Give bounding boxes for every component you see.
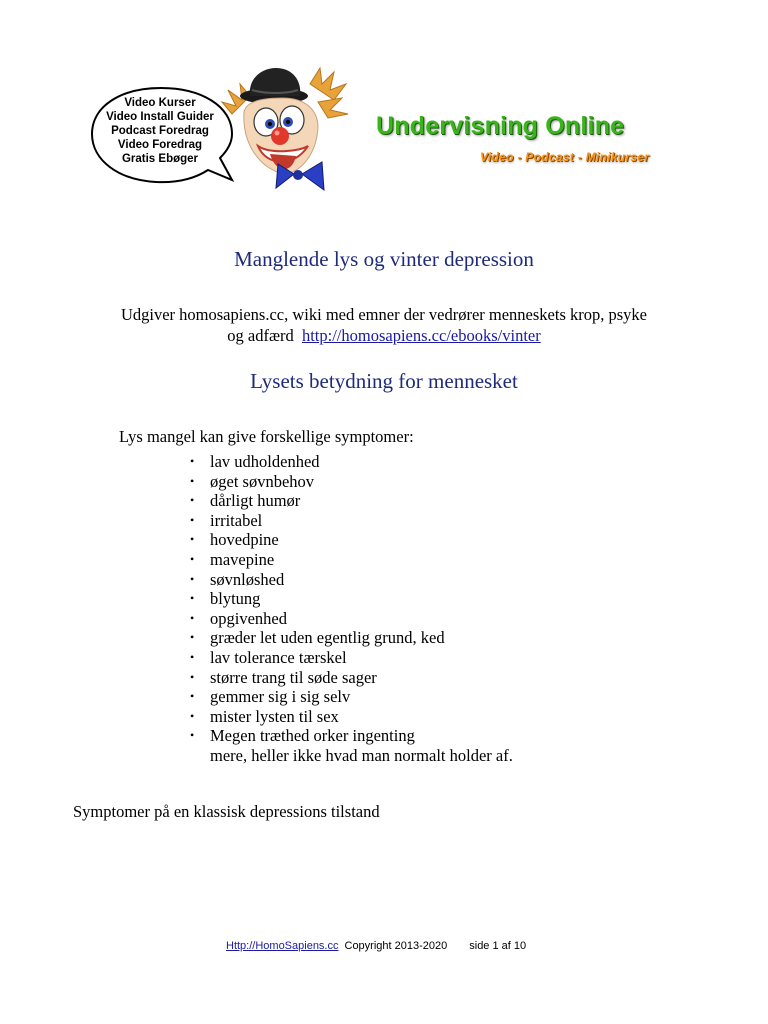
clown-mascot-image — [218, 62, 358, 204]
list-item — [180, 530, 513, 550]
list-item — [180, 452, 513, 472]
symptom-text: græder let uden egentlig grund, ked — [210, 628, 445, 648]
symptom-text: øget søvnbehov — [210, 471, 315, 491]
list-item — [180, 628, 513, 648]
symptom-text: hovedpine — [210, 530, 279, 550]
list-item — [180, 491, 513, 511]
footer-link[interactable]: Http://HomoSapiens.cc — [226, 940, 339, 952]
brand-title: Undervisning Online — [376, 112, 625, 140]
ebook-link[interactable]: http://homosapiens.cc/ebooks/vinter — [301, 326, 541, 345]
list-item — [180, 550, 513, 570]
publisher-prefix: og adfærd — [227, 326, 294, 345]
speech-line: Podcast Foredrag — [111, 125, 209, 137]
bullet-icon: • — [190, 571, 195, 586]
symptom-text: mister lysten til sex — [210, 706, 339, 726]
bullet-icon: • — [190, 493, 195, 508]
speech-line: Video Install Guider — [106, 111, 214, 123]
list-item — [180, 668, 513, 688]
speech-line: Gratis Ebøger — [121, 153, 199, 165]
bullet-icon: • — [190, 532, 195, 547]
publisher-line: Udgiver homosapiens.cc, wiki med emner der vedrører menneskets krop, psyke — [120, 305, 647, 324]
page-footer — [226, 940, 526, 952]
symptom-continuation-text: mere, heller ikke hvad man normalt holder af. — [210, 745, 513, 765]
bullet-icon: • — [190, 512, 195, 527]
bullet-icon: • — [190, 689, 195, 704]
section-heading: Lysets betydning for mennesket — [250, 369, 518, 393]
speech-bubble-text — [94, 96, 226, 166]
symptom-text: lav udholdenhed — [210, 452, 320, 471]
symptom-text: opgivenhed — [210, 608, 287, 628]
bullet-icon: • — [190, 454, 195, 468]
bullet-icon: • — [190, 649, 195, 664]
bullet-icon: • — [190, 708, 195, 723]
intro-text: Lys mangel kan give forskellige symptomer: — [119, 427, 414, 446]
symptom-text: lav tolerance tærskel — [210, 647, 347, 667]
bullet-icon: • — [190, 591, 195, 606]
list-item — [180, 511, 513, 531]
list-item — [180, 707, 513, 727]
bullet-icon: • — [190, 551, 195, 566]
list-item — [180, 648, 513, 668]
bullet-icon: • — [190, 610, 195, 625]
speech-line: Video Kurser — [124, 97, 196, 109]
classic-symptoms-heading: Symptomer på en klassisk depressions tilstand — [73, 802, 380, 821]
bullet-icon: • — [190, 630, 195, 645]
speech-line: Video Foredrag — [117, 139, 203, 151]
symptom-text: søvnløshed — [210, 569, 285, 589]
symptom-text: mavepine — [210, 549, 275, 569]
publisher-line-2 — [0, 325, 768, 346]
symptom-text: Megen træthed orker ingenting — [210, 726, 415, 746]
list-item — [180, 609, 513, 629]
publisher-info — [0, 304, 768, 346]
symptom-list — [180, 452, 513, 766]
list-item — [180, 472, 513, 492]
symptom-text: irritabel — [210, 510, 263, 530]
list-item — [180, 570, 513, 590]
symptom-text: gemmer sig i sig selv — [210, 687, 351, 707]
footer-copyright: Copyright 2013-2020 — [344, 940, 448, 952]
list-item-continuation — [180, 746, 513, 766]
symptom-text: dårligt humør — [210, 491, 301, 511]
document-title: Manglende lys og vinter depression — [234, 247, 534, 271]
list-item — [180, 687, 513, 707]
footer-page-number: side 1 af 10 — [469, 940, 527, 952]
bullet-icon: • — [190, 728, 195, 743]
symptom-text: blytung — [210, 589, 261, 609]
bullet-icon: • — [190, 473, 195, 488]
symptom-text: større trang til søde sager — [210, 667, 377, 687]
bullet-icon: • — [190, 669, 195, 684]
list-item — [180, 726, 513, 746]
brand-subtitle: Video - Podcast - Minikurser — [480, 150, 650, 164]
list-item — [180, 589, 513, 609]
